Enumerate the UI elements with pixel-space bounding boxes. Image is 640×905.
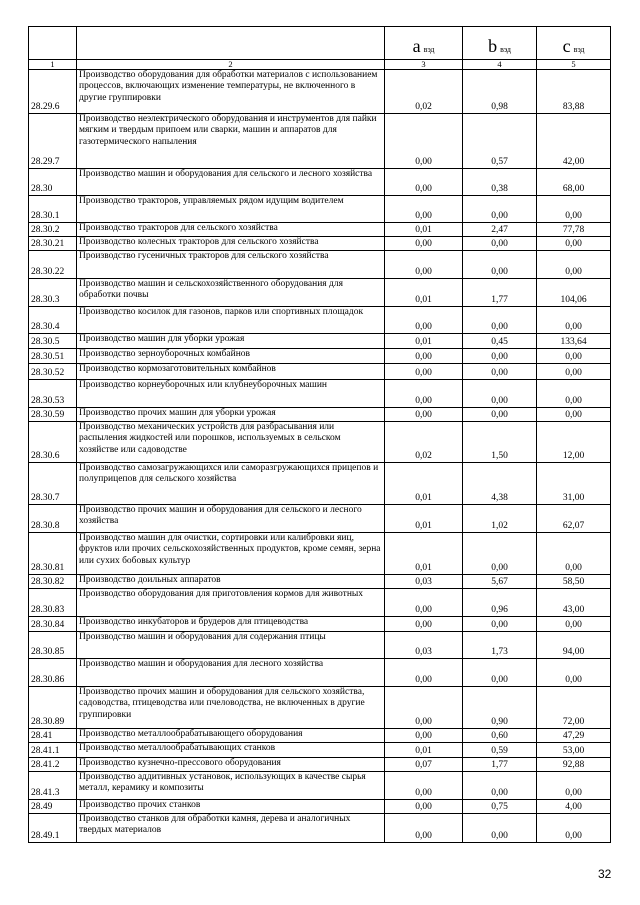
row-value-b: 0,00 (463, 307, 537, 334)
row-value-c: 83,88 (537, 70, 611, 114)
row-value-c: 0,00 (537, 772, 611, 800)
header-name-cell (77, 27, 385, 60)
row-value-a: 0,01 (385, 743, 463, 758)
row-name: Производство прочих станков (77, 800, 385, 814)
row-code: 28.30.7 (29, 463, 77, 505)
row-value-b: 0,00 (463, 349, 537, 364)
row-code: 28.29.7 (29, 114, 77, 169)
row-name: Производство машин и оборудования для содержания птицы (77, 632, 385, 659)
row-value-a: 0,00 (385, 617, 463, 632)
row-value-a: 0,00 (385, 380, 463, 408)
table-row (29, 408, 611, 422)
table-row (29, 70, 611, 114)
column-number: 5 (537, 60, 611, 70)
row-value-c: 4,00 (537, 800, 611, 814)
row-value-a: 0,07 (385, 758, 463, 772)
row-value-c: 77,78 (537, 223, 611, 237)
row-value-c: 31,00 (537, 463, 611, 505)
table-row (29, 251, 611, 279)
row-value-c: 68,00 (537, 169, 611, 196)
row-name: Производство станков для обработки камня, дерева и аналогичных твердых материалов (77, 814, 385, 843)
row-value-a: 0,00 (385, 251, 463, 279)
row-name: Производство прочих машин для уборки урожая (77, 408, 385, 422)
row-value-c: 0,00 (537, 814, 611, 843)
row-name: Производство тракторов для сельского хозяйства (77, 223, 385, 237)
table-row (29, 307, 611, 334)
row-value-c: 62,07 (537, 505, 611, 533)
table-row (29, 589, 611, 617)
row-value-a: 0,00 (385, 589, 463, 617)
table-row (29, 814, 611, 843)
table-row (29, 364, 611, 380)
table-row (29, 223, 611, 237)
row-code: 28.41.2 (29, 758, 77, 772)
row-name: Производство неэлектрического оборудования и инструментов для пайки мягким и твердым припоем или сварки, машин и аппаратов для газотермического напыления (77, 114, 385, 169)
row-code: 28.30.83 (29, 589, 77, 617)
row-value-b: 2,47 (463, 223, 537, 237)
row-value-b: 1,77 (463, 279, 537, 307)
row-name: Производство тракторов, управляемых рядом идущим водителем (77, 196, 385, 223)
row-name: Производство прочих машин и оборудования для сельского и лесного хозяйства (77, 505, 385, 533)
row-name: Производство инкубаторов и брудеров для птицеводства (77, 617, 385, 632)
table-row (29, 169, 611, 196)
table-row (29, 729, 611, 743)
row-name: Производство металлообрабатывающего оборудования (77, 729, 385, 743)
row-value-a: 0,01 (385, 223, 463, 237)
row-value-b: 0,90 (463, 687, 537, 729)
row-value-b: 1,02 (463, 505, 537, 533)
row-value-b: 0,00 (463, 380, 537, 408)
table-header-row (29, 27, 611, 60)
row-value-a: 0,00 (385, 772, 463, 800)
column-number: 1 (29, 60, 77, 70)
table-row (29, 505, 611, 533)
row-value-b: 0,00 (463, 364, 537, 380)
column-number: 4 (463, 60, 537, 70)
row-value-b: 0,00 (463, 772, 537, 800)
column-number: 2 (77, 60, 385, 70)
row-value-c: 94,00 (537, 632, 611, 659)
row-name: Производство машин и сельскохозяйственного оборудования для обработки почвы (77, 279, 385, 307)
table-row (29, 279, 611, 307)
row-value-c: 0,00 (537, 196, 611, 223)
row-value-b: 0,98 (463, 70, 537, 114)
row-value-b: 1,73 (463, 632, 537, 659)
page-number: 32 (598, 867, 612, 881)
header-a-cell: a вэд (385, 27, 463, 60)
table-row (29, 422, 611, 463)
row-value-a: 0,00 (385, 687, 463, 729)
row-value-c: 0,00 (537, 349, 611, 364)
row-name: Производство прочих машин и оборудования для сельского хозяйства, садоводства, птицеводства или пчеловодства, не включенных в другие группировки (77, 687, 385, 729)
row-code: 28.30.1 (29, 196, 77, 223)
row-value-c: 0,00 (537, 364, 611, 380)
row-name: Производство колесных тракторов для сельского хозяйства (77, 237, 385, 251)
row-value-a: 0,03 (385, 575, 463, 589)
header-b-cell: b вэд (463, 27, 537, 60)
row-name: Производство кузнечно-прессового оборудования (77, 758, 385, 772)
table-row (29, 632, 611, 659)
row-name: Производство механических устройств для разбрасывания или распыления жидкостей или порошков, используемых в сельском хозяйстве или садоводстве (77, 422, 385, 463)
row-value-b: 0,00 (463, 617, 537, 632)
row-code: 28.30.53 (29, 380, 77, 408)
row-value-b: 0,38 (463, 169, 537, 196)
row-value-c: 0,00 (537, 237, 611, 251)
row-value-b: 0,45 (463, 334, 537, 349)
row-name: Производство машин и оборудования для лесного хозяйства (77, 659, 385, 687)
row-code: 28.30.2 (29, 223, 77, 237)
row-value-b: 0,00 (463, 659, 537, 687)
row-value-a: 0,00 (385, 169, 463, 196)
row-value-b: 0,60 (463, 729, 537, 743)
row-value-b: 0,00 (463, 251, 537, 279)
row-name: Производство машин и оборудования для сельского и лесного хозяйства (77, 169, 385, 196)
row-value-c: 12,00 (537, 422, 611, 463)
row-value-c: 104,06 (537, 279, 611, 307)
row-code: 28.30 (29, 169, 77, 196)
table-row (29, 196, 611, 223)
table-row (29, 114, 611, 169)
row-code: 28.30.81 (29, 533, 77, 575)
row-value-a: 0,00 (385, 349, 463, 364)
row-code: 28.30.82 (29, 575, 77, 589)
row-code: 28.30.84 (29, 617, 77, 632)
row-value-b: 0,96 (463, 589, 537, 617)
row-value-b: 4,38 (463, 463, 537, 505)
row-value-b: 0,00 (463, 814, 537, 843)
row-name: Производство оборудования для обработки материалов с использованием процессов, включающих изменение температуры, не включенного в другие группировки (77, 70, 385, 114)
row-value-c: 92,88 (537, 758, 611, 772)
row-code: 28.41.3 (29, 772, 77, 800)
row-value-c: 0,00 (537, 408, 611, 422)
row-value-c: 0,00 (537, 251, 611, 279)
table-row (29, 758, 611, 772)
row-value-c: 0,00 (537, 533, 611, 575)
row-name: Производство аддитивных установок, использующих в качестве сырья металл, керамику и композиты (77, 772, 385, 800)
row-value-c: 58,50 (537, 575, 611, 589)
row-value-a: 0,01 (385, 279, 463, 307)
header-c-cell: c вэд (537, 27, 611, 60)
row-value-a: 0,00 (385, 814, 463, 843)
table-row (29, 334, 611, 349)
row-code: 28.30.4 (29, 307, 77, 334)
row-code: 28.30.85 (29, 632, 77, 659)
row-value-b: 0,00 (463, 408, 537, 422)
row-value-c: 0,00 (537, 307, 611, 334)
row-value-b: 0,57 (463, 114, 537, 169)
table-row (29, 687, 611, 729)
row-value-a: 0,00 (385, 237, 463, 251)
row-name: Производство доильных аппаратов (77, 575, 385, 589)
row-value-a: 0,01 (385, 505, 463, 533)
row-value-a: 0,02 (385, 422, 463, 463)
row-name: Производство кормозаготовительных комбайнов (77, 364, 385, 380)
row-name: Производство машин для уборки урожая (77, 334, 385, 349)
row-value-b: 0,00 (463, 237, 537, 251)
row-value-b: 0,00 (463, 533, 537, 575)
table-row (29, 349, 611, 364)
row-name: Производство зерноуборочных комбайнов (77, 349, 385, 364)
row-code: 28.30.51 (29, 349, 77, 364)
row-value-c: 0,00 (537, 659, 611, 687)
row-code: 28.41 (29, 729, 77, 743)
row-value-c: 0,00 (537, 380, 611, 408)
row-code: 28.29.6 (29, 70, 77, 114)
table-row (29, 380, 611, 408)
row-code: 28.30.5 (29, 334, 77, 349)
row-value-a: 0,01 (385, 533, 463, 575)
row-value-c: 133,64 (537, 334, 611, 349)
table-row (29, 800, 611, 814)
row-value-a: 0,01 (385, 463, 463, 505)
row-code: 28.30.22 (29, 251, 77, 279)
row-name: Производство косилок для газонов, парков или спортивных площадок (77, 307, 385, 334)
row-value-b: 1,77 (463, 758, 537, 772)
column-number-row (29, 60, 611, 70)
row-name: Производство металлообрабатывающих станков (77, 743, 385, 758)
row-code: 28.30.8 (29, 505, 77, 533)
column-number: 3 (385, 60, 463, 70)
table-row (29, 237, 611, 251)
row-name: Производство гусеничных тракторов для сельского хозяйства (77, 251, 385, 279)
row-code: 28.30.3 (29, 279, 77, 307)
coefficients-table (28, 26, 611, 843)
row-code: 28.49.1 (29, 814, 77, 843)
row-name: Производство самозагружающихся или саморазгружающихся прицепов и полуприцепов для сельского хозяйства (77, 463, 385, 505)
row-value-b: 5,67 (463, 575, 537, 589)
row-value-c: 53,00 (537, 743, 611, 758)
row-value-c: 72,00 (537, 687, 611, 729)
table-row (29, 575, 611, 589)
table-row (29, 463, 611, 505)
row-value-a: 0,01 (385, 334, 463, 349)
row-value-a: 0,00 (385, 364, 463, 380)
table-row (29, 743, 611, 758)
row-code: 28.30.52 (29, 364, 77, 380)
row-name: Производство корнеуборочных или клубнеуборочных машин (77, 380, 385, 408)
table-row (29, 617, 611, 632)
row-value-a: 0,00 (385, 800, 463, 814)
row-value-a: 0,00 (385, 114, 463, 169)
row-value-a: 0,00 (385, 729, 463, 743)
row-value-b: 0,59 (463, 743, 537, 758)
row-value-c: 42,00 (537, 114, 611, 169)
row-value-a: 0,00 (385, 307, 463, 334)
header-code-cell (29, 27, 77, 60)
row-value-b: 0,75 (463, 800, 537, 814)
table-row (29, 772, 611, 800)
row-code: 28.41.1 (29, 743, 77, 758)
row-value-a: 0,00 (385, 408, 463, 422)
row-code: 28.30.21 (29, 237, 77, 251)
row-name: Производство оборудования для приготовления кормов для животных (77, 589, 385, 617)
row-code: 28.30.6 (29, 422, 77, 463)
row-value-b: 0,00 (463, 196, 537, 223)
table-row (29, 659, 611, 687)
row-value-c: 47,29 (537, 729, 611, 743)
row-code: 28.30.59 (29, 408, 77, 422)
row-value-c: 43,00 (537, 589, 611, 617)
table-body (29, 70, 611, 843)
row-value-b: 1,50 (463, 422, 537, 463)
table-row (29, 533, 611, 575)
row-value-a: 0,03 (385, 632, 463, 659)
row-code: 28.49 (29, 800, 77, 814)
row-value-a: 0,02 (385, 70, 463, 114)
row-code: 28.30.86 (29, 659, 77, 687)
row-value-c: 0,00 (537, 617, 611, 632)
row-code: 28.30.89 (29, 687, 77, 729)
row-value-a: 0,00 (385, 196, 463, 223)
row-value-a: 0,00 (385, 659, 463, 687)
row-name: Производство машин для очистки, сортировки или калибровки яиц, фруктов или прочих сельскохозяйственных продуктов, кроме семян, зерна или сухих бобовых культур (77, 533, 385, 575)
